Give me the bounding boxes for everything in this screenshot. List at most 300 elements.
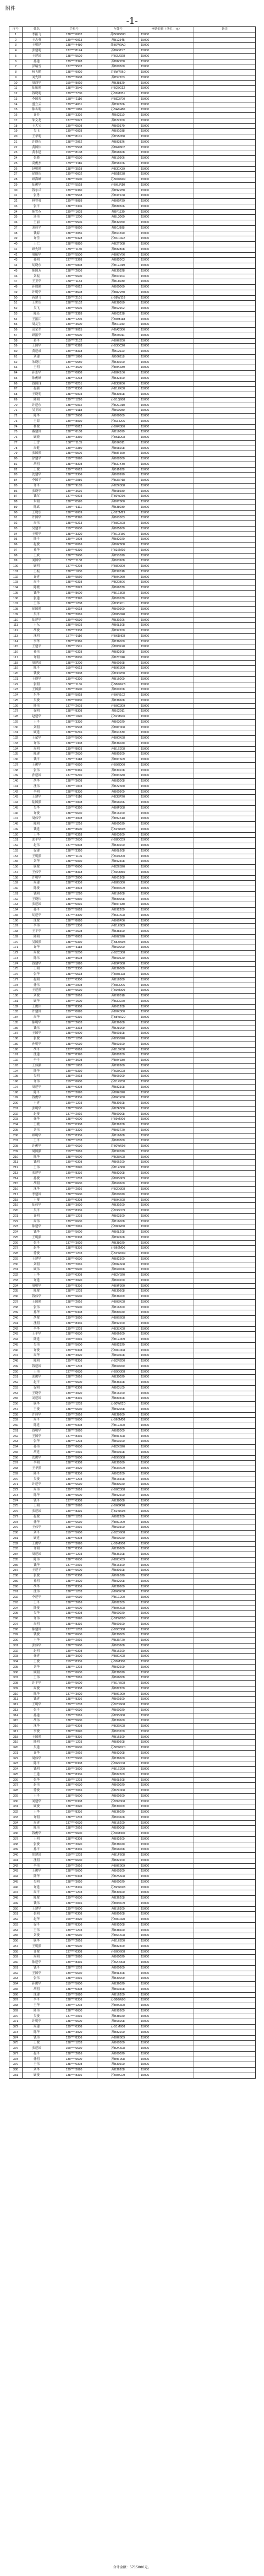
cell-phone: 138****8336 <box>51 1096 97 1101</box>
cell-name: 刘明 <box>23 1262 51 1267</box>
cell-plate: 苏B1E200 <box>97 1767 139 1772</box>
table-row <box>9 1176 256 1181</box>
cell-remark <box>194 617 256 623</box>
cell-plate: 苏B30009 <box>97 1804 139 1810</box>
table-row <box>9 1579 256 1584</box>
cell-index: 122 <box>9 682 23 687</box>
cell-amount: 15000 <box>139 795 194 800</box>
cell-remark <box>194 322 256 328</box>
table-row <box>9 1691 256 1697</box>
cell-remark <box>194 1037 256 1042</box>
cell-remark <box>194 1407 256 1412</box>
cell-plate: 苏B51D08 <box>97 435 139 441</box>
table-row <box>9 1713 256 1718</box>
cell-phone: 138****2016 <box>51 1901 97 1906</box>
cell-plate: 苏B30108 <box>97 768 139 773</box>
table-row <box>9 2051 256 2057</box>
cell-name: 王华 <box>23 832 51 838</box>
table-row <box>9 1127 256 1133</box>
cell-remark <box>194 263 256 269</box>
cell-index: 312 <box>9 1702 23 1708</box>
cell-remark <box>194 1767 256 1772</box>
cell-name: 顾俊 <box>23 865 51 870</box>
cell-remark <box>194 1197 256 1203</box>
cell-phone: 139****5600 <box>51 1831 97 1837</box>
cell-index: 140 <box>9 779 23 784</box>
cell-plate: 苏B38X08 <box>97 1326 139 1332</box>
table-row <box>9 1213 256 1219</box>
cell-remark <box>194 209 256 215</box>
cell-amount: 15000 <box>139 2068 194 2073</box>
cell-remark <box>194 1289 256 1294</box>
cell-amount: 15000 <box>139 75 194 80</box>
cell-plate: 苏B00020 <box>97 1192 139 1197</box>
cell-index: 134 <box>9 746 23 752</box>
cell-amount: 15000 <box>139 1471 194 1477</box>
table-row <box>9 612 256 617</box>
table-row <box>9 913 256 918</box>
table-row <box>9 381 256 387</box>
cell-remark <box>194 1380 256 1386</box>
cell-amount: 15000 <box>139 945 194 951</box>
cell-amount: 15000 <box>139 1509 194 1515</box>
cell-amount: 15000 <box>139 1235 194 1240</box>
cell-phone: 139****3020 <box>51 1992 97 1998</box>
cell-remark <box>194 1890 256 1896</box>
cell-remark <box>194 328 256 333</box>
cell-phone: 139****6550 <box>51 360 97 365</box>
cell-name: 徐明 <box>23 1385 51 1391</box>
cell-index: 266 <box>9 1455 23 1461</box>
cell-name: 顾明华 <box>23 1133 51 1138</box>
cell-remark <box>194 1595 256 1601</box>
cell-phone: 139****3020 <box>51 1541 97 1547</box>
cell-plate: 苏B00620 <box>97 956 139 961</box>
cell-name: 孙建 <box>23 1713 51 1718</box>
cell-index: 101 <box>9 569 23 574</box>
cell-plate: 苏B9W0A0 <box>97 43 139 48</box>
cell-plate: 苏B38829 <box>97 80 139 86</box>
cell-remark <box>194 1885 256 1890</box>
table-row <box>9 322 256 328</box>
cell-index: 5 <box>9 53 23 59</box>
cell-phone: 159****3020 <box>51 1917 97 1923</box>
cell-remark <box>194 1412 256 1418</box>
table-row <box>9 924 256 929</box>
cell-plate: 苏B36060 <box>97 967 139 972</box>
cell-phone: 138****6630 <box>51 1557 97 1563</box>
cell-phone: 138****0330 <box>51 940 97 945</box>
table-row <box>9 1670 256 1675</box>
cell-name: 钱平 <box>23 1965 51 1971</box>
cell-index: 338 <box>9 1842 23 1847</box>
cell-phone: 139****2630 <box>51 838 97 843</box>
cell-remark <box>194 258 256 263</box>
table-row <box>9 693 256 698</box>
cell-remark <box>194 1165 256 1171</box>
cell-name: 王明强 <box>23 1944 51 1949</box>
table-row <box>9 1783 256 1788</box>
cell-index: 245 <box>9 1342 23 1348</box>
cell-index: 247 <box>9 1353 23 1359</box>
cell-name: 陈华 <box>23 1154 51 1160</box>
cell-amount: 15000 <box>139 1423 194 1429</box>
cell-remark <box>194 1353 256 1359</box>
cell-index: 325 <box>9 1772 23 1777</box>
cell-amount: 15000 <box>139 349 194 355</box>
cell-amount: 15000 <box>139 628 194 634</box>
cell-remark <box>194 247 256 252</box>
table-row <box>9 757 256 763</box>
cell-remark <box>194 139 256 145</box>
cell-plate: 苏B30200 <box>97 1203 139 1208</box>
cell-index: 121 <box>9 676 23 682</box>
cell-name: 钱明 <box>23 1767 51 1772</box>
cell-amount: 15000 <box>139 274 194 279</box>
cell-plate: 苏B61330 <box>97 730 139 736</box>
cell-plate: 苏B38008 <box>97 1498 139 1504</box>
cell-amount: 15000 <box>139 1724 194 1729</box>
cell-remark <box>194 805 256 811</box>
cell-index: 31 <box>9 193 23 199</box>
cell-index: 376 <box>9 2046 23 2052</box>
cell-remark <box>194 301 256 306</box>
cell-plate: 苏B00020 <box>97 1879 139 1885</box>
cell-phone: 137****2016 <box>51 1111 97 1117</box>
cell-plate: 苏B2L009 <box>97 1026 139 1031</box>
cell-plate: 苏B03K09 <box>97 1901 139 1906</box>
cell-plate: 苏B00600 <box>97 1621 139 1627</box>
cell-name: 张建国 <box>23 1509 51 1515</box>
cell-index: 262 <box>9 1434 23 1439</box>
cell-index: 158 <box>9 875 23 881</box>
cell-plate: 苏B6R102 <box>97 693 139 698</box>
cell-index: 243 <box>9 1332 23 1337</box>
cell-index: 110 <box>9 617 23 623</box>
cell-name: 吴建军 <box>23 526 51 532</box>
table-row <box>9 118 256 123</box>
cell-index: 225 <box>9 1235 23 1240</box>
cell-name: 王斌 <box>23 553 51 558</box>
cell-phone: 138****8308 <box>51 462 97 467</box>
cell-remark <box>194 1761 256 1767</box>
cell-index: 289 <box>9 1579 23 1584</box>
cell-remark <box>194 1149 256 1154</box>
cell-phone: 139****1603 <box>51 209 97 215</box>
cell-amount: 15000 <box>139 435 194 441</box>
cell-index: 322 <box>9 1756 23 1761</box>
cell-plate: 苏B38300 <box>97 929 139 935</box>
cell-amount: 15000 <box>139 1192 194 1197</box>
cell-amount: 15000 <box>139 118 194 123</box>
cell-remark <box>194 1804 256 1810</box>
cell-index: 350 <box>9 1906 23 1912</box>
cell-name: 周华 <box>23 1353 51 1359</box>
cell-amount: 15000 <box>139 91 194 97</box>
table-row <box>9 1788 256 1794</box>
cell-plate: 苏B2M606 <box>97 714 139 720</box>
cell-index: 274 <box>9 1498 23 1504</box>
cell-amount: 15000 <box>139 430 194 435</box>
table-row <box>9 891 256 897</box>
table-row <box>9 1348 256 1353</box>
cell-index: 59 <box>9 344 23 349</box>
table-row <box>9 1165 256 1171</box>
cell-plate: 苏B0S300 <box>97 2003 139 2009</box>
cell-phone: 138****2608 <box>51 929 97 935</box>
cell-amount: 15000 <box>139 1455 194 1461</box>
cell-amount: 15000 <box>139 317 194 322</box>
table-row <box>9 977 256 983</box>
table-row <box>9 301 256 306</box>
cell-name: 周俊 <box>23 951 51 956</box>
cell-plate: 苏B1W009 <box>97 1251 139 1257</box>
cell-remark <box>194 2035 256 2041</box>
cell-phone: 138****6002 <box>51 32 97 37</box>
cell-index: 103 <box>9 580 23 585</box>
cell-index: 99 <box>9 558 23 564</box>
cell-phone: 138****3020 <box>51 1579 97 1584</box>
cell-name: 沈明 <box>23 633 51 639</box>
cell-name: 王俊华 <box>23 762 51 768</box>
cell-plate: 苏B1E009 <box>97 1337 139 1343</box>
cell-phone: 138****2016 <box>51 1525 97 1531</box>
table-row <box>9 70 256 75</box>
cell-phone: 138****8318 <box>51 870 97 875</box>
cell-remark <box>194 1375 256 1380</box>
table-row <box>9 1707 256 1713</box>
cell-plate: 苏B00200 <box>97 1278 139 1283</box>
table-row <box>9 333 256 338</box>
cell-amount: 15000 <box>139 166 194 172</box>
cell-phone: 138****0308 <box>51 1461 97 1466</box>
table-row <box>9 961 256 967</box>
cell-amount: 15000 <box>139 344 194 349</box>
cell-plate: 苏B60300 <box>97 1869 139 1874</box>
cell-index: 367 <box>9 1998 23 2003</box>
table-row <box>9 596 256 601</box>
cell-remark <box>194 489 256 494</box>
cell-phone: 138****2016 <box>51 1675 97 1681</box>
cell-amount: 15000 <box>139 564 194 570</box>
cell-amount: 15000 <box>139 1783 194 1788</box>
cell-amount: 15000 <box>139 301 194 306</box>
cell-phone: 137****2603 <box>51 703 97 709</box>
cell-index: 307 <box>9 1675 23 1681</box>
cell-name: 汤伟 <box>23 215 51 220</box>
cell-name: 赵明 <box>23 1648 51 1654</box>
cell-remark <box>194 1316 256 1321</box>
cell-phone: 159****3020 <box>51 457 97 462</box>
table-row <box>9 306 256 312</box>
cell-amount: 15000 <box>139 1407 194 1412</box>
cell-amount: 15000 <box>139 172 194 177</box>
cell-name: 陈建 <box>23 1423 51 1429</box>
cell-plate: 苏B82W08 <box>97 940 139 945</box>
cell-index: 287 <box>9 1568 23 1574</box>
cell-plate: 苏B03908 <box>97 558 139 564</box>
cell-remark <box>194 913 256 918</box>
cell-index: 329 <box>9 1793 23 1799</box>
cell-amount: 15000 <box>139 1203 194 1208</box>
cell-remark <box>194 1047 256 1053</box>
table-row <box>9 687 256 693</box>
cell-name: 张俊 <box>23 1574 51 1579</box>
cell-remark <box>194 644 256 650</box>
cell-phone: 139****3328 <box>51 59 97 64</box>
cell-plate: 苏B03200 <box>97 1729 139 1734</box>
cell-phone: 139****5600 <box>51 274 97 279</box>
cell-amount: 15000 <box>139 967 194 972</box>
cell-index: 301 <box>9 1643 23 1648</box>
cell-index: 29 <box>9 182 23 188</box>
cell-name: 李建华 <box>23 1595 51 1601</box>
cell-index: 131 <box>9 730 23 736</box>
cell-amount: 15000 <box>139 236 194 242</box>
cell-plate: 苏B8S028 <box>97 612 139 617</box>
cell-name: 陈国芳 <box>23 268 51 274</box>
cell-remark <box>194 558 256 564</box>
cell-remark <box>194 1514 256 1520</box>
cell-remark <box>194 988 256 994</box>
cell-index: 77 <box>9 440 23 446</box>
cell-remark <box>194 1611 256 1617</box>
cell-amount: 15000 <box>139 789 194 795</box>
cell-phone: 139****3318 <box>51 1026 97 1031</box>
cell-index: 162 <box>9 897 23 902</box>
cell-name: 许明华 <box>23 875 51 881</box>
table-row <box>9 1874 256 1880</box>
cell-remark <box>194 2019 256 2025</box>
cell-name: 王明 <box>23 967 51 972</box>
cell-phone: 139****6630 <box>51 1670 97 1675</box>
cell-remark <box>194 1504 256 1509</box>
cell-name: 徐平 <box>23 1922 51 1928</box>
table-row <box>9 1654 256 1660</box>
table-row <box>9 1299 256 1305</box>
cell-plate: 苏B16608 <box>97 1133 139 1138</box>
table-row <box>9 285 256 290</box>
cell-name: 张明 <box>23 1912 51 1917</box>
cell-name: 陈建国 <box>23 1627 51 1633</box>
cell-remark <box>194 1299 256 1305</box>
cell-name: 陈俊 <box>23 1289 51 1294</box>
cell-name: 胡建 <box>23 1450 51 1455</box>
cell-amount: 15000 <box>139 1015 194 1021</box>
cell-phone: 138****0308 <box>51 1686 97 1691</box>
cell-plate: 苏B0L308 <box>97 623 139 628</box>
cell-remark <box>194 166 256 172</box>
cell-remark <box>194 1203 256 1208</box>
cell-amount: 15000 <box>139 1246 194 1251</box>
cell-plate: 苏B1W608 <box>97 1509 139 1515</box>
cell-phone: 159****1203 <box>51 1853 97 1858</box>
cell-amount: 15000 <box>139 1273 194 1278</box>
cell-phone: 138****1203 <box>51 2041 97 2046</box>
cell-amount: 15000 <box>139 1960 194 1966</box>
cell-plate: 苏B8X106 <box>97 371 139 376</box>
table-row <box>9 134 256 140</box>
cell-plate: 苏B36208 <box>97 2068 139 2073</box>
cell-plate: 苏B0S608 <box>97 1606 139 1611</box>
cell-name: 周国强 <box>23 1149 51 1154</box>
table-row <box>9 1434 256 1439</box>
cell-phone: 138****0308 <box>51 1912 97 1917</box>
cell-name: 王华 <box>23 1810 51 1815</box>
cell-remark <box>194 693 256 698</box>
cell-remark <box>194 408 256 414</box>
cell-phone: 137****6630 <box>51 1369 97 1375</box>
cell-name: 徐华 <box>23 1520 51 1525</box>
cell-index: 346 <box>9 1885 23 1890</box>
cell-phone: 139****6003 <box>51 934 97 940</box>
cell-phone: 139****2116 <box>51 161 97 166</box>
cell-index: 124 <box>9 693 23 698</box>
cell-index: 142 <box>9 789 23 795</box>
cell-index: 291 <box>9 1590 23 1595</box>
column-header-name: 姓名 <box>23 27 51 32</box>
cell-name: 陆明 <box>23 1740 51 1745</box>
cell-name: 钱建 <box>23 827 51 832</box>
cell-amount: 15000 <box>139 1488 194 1493</box>
cell-index: 132 <box>9 736 23 741</box>
cell-plate: 苏B2F300 <box>97 1106 139 1111</box>
cell-index: 235 <box>9 1289 23 1294</box>
cell-name: 刘国华 <box>23 558 51 564</box>
cell-remark <box>194 1385 256 1391</box>
cell-remark <box>194 2025 256 2030</box>
subsidy-table <box>9 26 256 2079</box>
cell-remark <box>194 1488 256 1493</box>
cell-plate: 苏B3H206 <box>97 419 139 424</box>
cell-name: 吴华 <box>23 1611 51 1617</box>
table-row <box>9 414 256 419</box>
cell-plate: 苏B9P008 <box>97 961 139 967</box>
cell-name: 陈华 <box>23 1493 51 1498</box>
cell-phone: 139****1188 <box>51 558 97 564</box>
table-row <box>9 86 256 91</box>
cell-name: 蒋建飞 <box>23 295 51 301</box>
cell-plate: 苏B30200 <box>97 360 139 365</box>
cell-plate: 苏B2E020 <box>97 865 139 870</box>
cell-amount: 15000 <box>139 1536 194 1541</box>
cell-index: 297 <box>9 1621 23 1627</box>
cell-index: 108 <box>9 607 23 612</box>
cell-plate: 苏B36C09 <box>97 1208 139 1214</box>
cell-remark <box>194 129 256 134</box>
cell-name: 王建国 <box>23 53 51 59</box>
cell-phone: 139****2016 <box>51 1863 97 1869</box>
cell-remark <box>194 462 256 467</box>
table-row <box>9 994 256 999</box>
cell-name: 赵华 <box>23 1917 51 1923</box>
cell-phone: 138****2036 <box>51 268 97 274</box>
table-row <box>9 1069 256 1074</box>
cell-phone: 139****6201 <box>51 381 97 387</box>
cell-index: 380 <box>9 2068 23 2073</box>
cell-remark <box>194 1863 256 1869</box>
cell-phone: 138****1203 <box>51 1815 97 1820</box>
cell-name: 陈伟 <box>23 956 51 961</box>
cell-phone: 159****0308 <box>51 1273 97 1278</box>
cell-index: 112 <box>9 628 23 634</box>
cell-plate: 苏B1E200 <box>97 1939 139 1944</box>
cell-amount: 15000 <box>139 1461 194 1466</box>
cell-amount: 15000 <box>139 397 194 403</box>
cell-name: 徐俊 <box>23 1788 51 1794</box>
table-row <box>9 1584 256 1590</box>
cell-amount: 15000 <box>139 1890 194 1896</box>
